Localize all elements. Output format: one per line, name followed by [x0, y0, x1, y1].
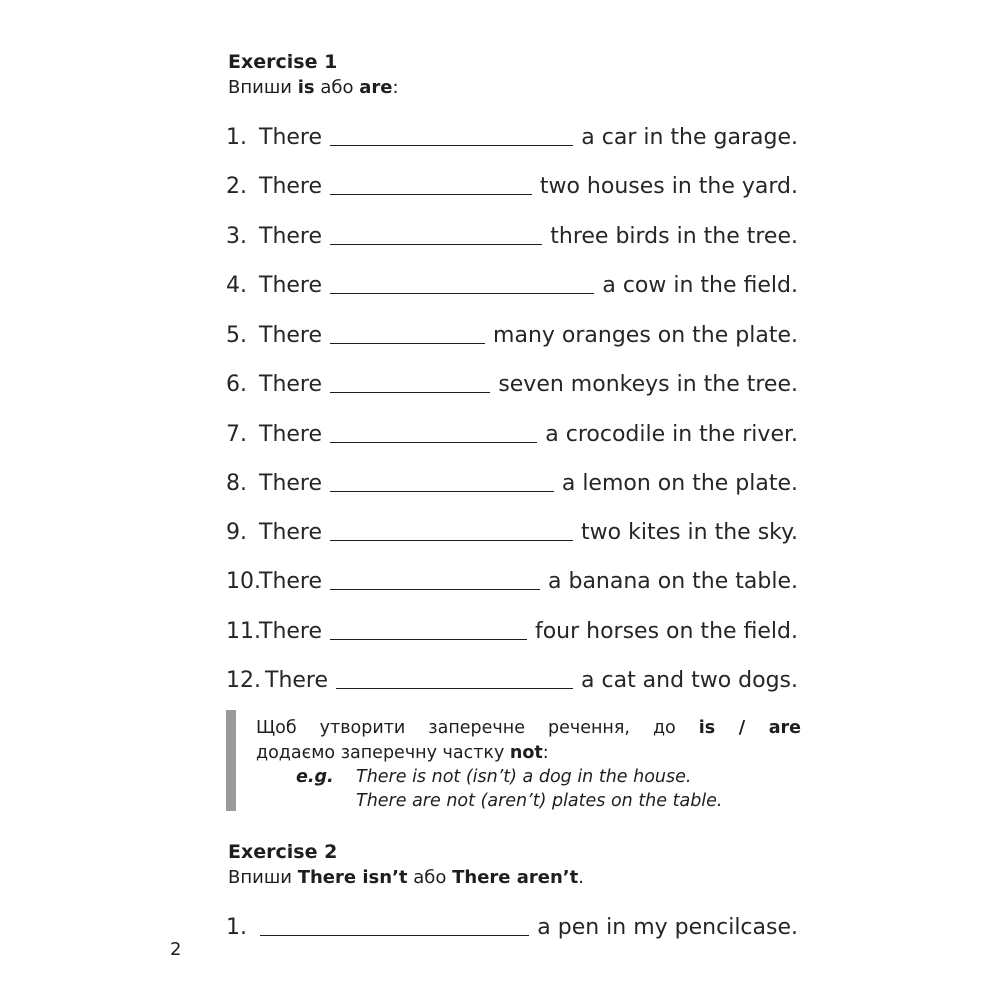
exercise-1-item-4: [226, 268, 798, 300]
instruction-suffix: .: [578, 867, 584, 888]
answer-blank-line: [330, 392, 490, 393]
exercise-2-title: Exercise 2: [228, 841, 338, 863]
exercise-1-title: Exercise 1: [228, 51, 338, 73]
item-number: 5.: [226, 323, 247, 348]
item-text: three birds in the tree.: [550, 224, 798, 249]
note-word-not: not: [509, 743, 543, 763]
item-lead: There: [259, 174, 323, 199]
item-number: 8.: [226, 471, 247, 496]
exercise-1-item-5: [226, 318, 798, 350]
item-lead: There: [259, 273, 323, 298]
instruction-word-are: are: [359, 77, 393, 98]
item-text: a car in the garage.: [581, 125, 798, 150]
note-separator: /: [715, 718, 769, 738]
item-lead: There: [259, 520, 323, 545]
note-colon: :: [542, 743, 549, 763]
exercise-1-item-1: [226, 120, 798, 152]
exercise-1-item-9: [226, 515, 798, 547]
item-text: a cow in the field.: [602, 273, 798, 298]
item-number: 7.: [226, 422, 247, 447]
instruction-middle: або: [314, 77, 360, 98]
answer-blank-line: [330, 145, 573, 146]
answer-blank-line: [330, 194, 532, 195]
answer-blank-line: [330, 442, 537, 443]
instruction-prefix: Впиши: [228, 867, 298, 888]
answer-blank-line: [330, 540, 573, 541]
item-text: four horses on the field.: [534, 619, 798, 644]
exercise-1-item-8: [226, 466, 798, 498]
exercise-1-item-11: [226, 614, 798, 646]
item-number: 3.: [226, 224, 247, 249]
exercise-1-item-12: [226, 663, 798, 695]
exercise-1-item-2: [226, 169, 798, 201]
exercise-1-item-7: [226, 417, 798, 449]
item-text: a lemon on the plate.: [561, 471, 798, 496]
instruction-phrase-isnt: There isn’t: [297, 867, 408, 888]
answer-blank-line: [330, 244, 542, 245]
answer-blank-line: [260, 935, 529, 936]
item-number: 2.: [226, 174, 247, 199]
item-number: 10.: [226, 569, 261, 594]
instruction-phrase-arent: There aren’t: [452, 867, 579, 888]
exercise-2-item-1: [226, 910, 798, 942]
grammar-note: [226, 710, 801, 811]
answer-blank-line: [330, 589, 540, 590]
item-number: 1.: [226, 915, 247, 940]
item-lead: There: [259, 619, 323, 644]
answer-blank-line: [330, 491, 554, 492]
item-text: a banana on the table.: [548, 569, 798, 594]
item-text: many oranges on the plate.: [493, 323, 798, 348]
item-text: a crocodile in the river.: [545, 422, 798, 447]
example-sentence-2: There are not (aren’t) plates on the table.: [356, 791, 723, 811]
item-text: seven monkeys in the tree.: [498, 372, 798, 397]
item-text: two houses in the yard.: [539, 174, 798, 199]
exercise-1-instruction: [228, 76, 399, 100]
item-lead: There: [259, 224, 323, 249]
note-text: Щоб утворити заперечне речення, до: [256, 718, 699, 738]
item-lead: There: [259, 569, 323, 594]
item-lead: There: [259, 323, 323, 348]
item-lead: There: [259, 422, 323, 447]
answer-blank-line: [330, 343, 485, 344]
item-number: 9.: [226, 520, 247, 545]
exercise-1-item-3: [226, 219, 798, 251]
exercise-1-item-6: [226, 367, 798, 399]
note-accent-bar: [226, 710, 236, 811]
item-text: a cat and two dogs.: [581, 668, 798, 693]
item-lead: There: [259, 125, 323, 150]
instruction-suffix: :: [392, 77, 399, 98]
answer-blank-line: [336, 688, 573, 689]
instruction-word-is: is: [297, 77, 315, 98]
instruction-middle: або: [407, 867, 453, 888]
exercise-1-item-10: [226, 564, 798, 596]
item-lead: There: [265, 668, 329, 693]
page-number: 2: [170, 939, 182, 960]
item-lead: There: [259, 471, 323, 496]
note-text: додаємо заперечну частку: [256, 743, 510, 763]
note-line-2: [256, 741, 801, 765]
instruction-prefix: Впиши: [228, 77, 298, 98]
exercise-2-instruction: [228, 866, 584, 890]
item-number: 4.: [226, 273, 247, 298]
item-number: 1.: [226, 125, 247, 150]
note-line-1: [256, 716, 801, 740]
example-label: e.g.: [296, 767, 334, 787]
item-lead: There: [259, 372, 323, 397]
example-sentence-1: There is not (isn’t) a dog in the house.: [356, 767, 692, 787]
item-number: 6.: [226, 372, 247, 397]
item-text: two kites in the sky.: [581, 520, 798, 545]
note-word-is: is: [698, 718, 716, 738]
item-text: a pen in my pencilcase.: [537, 915, 798, 940]
item-number: 12.: [226, 668, 261, 693]
note-word-are: are: [768, 718, 802, 738]
answer-blank-line: [330, 293, 594, 294]
answer-blank-line: [330, 639, 527, 640]
item-number: 11.: [226, 619, 261, 644]
